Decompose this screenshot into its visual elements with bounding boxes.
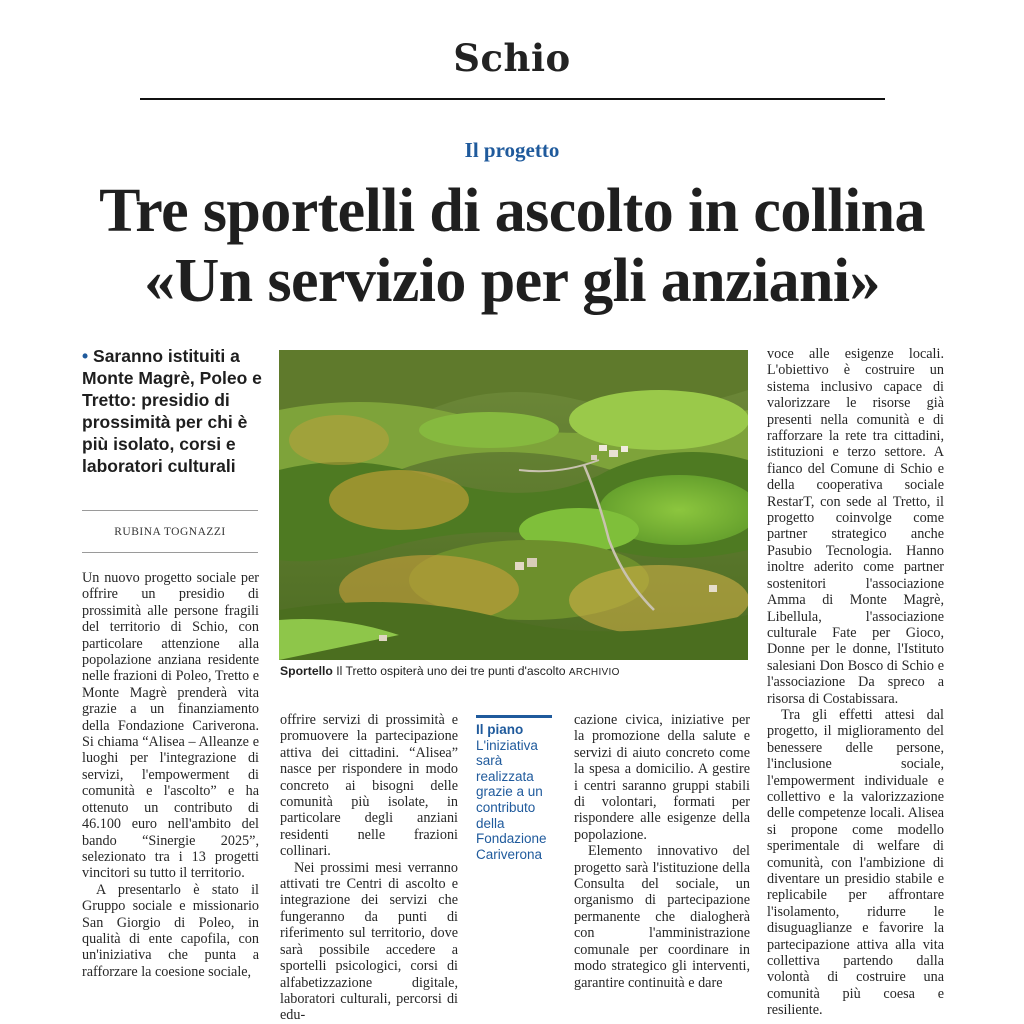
- sidebar-box-text: L'iniziativa sarà realizzata grazie a un contributo della Fondazione Cariverona: [476, 737, 547, 862]
- caption-credit: ARCHIVIO: [568, 667, 620, 678]
- summary-bullet: •: [82, 346, 89, 366]
- col4-paragraph-2: Tra gli effetti attesi dal progetto, il miglioramento del benessere delle persone, l'inclusione sociale, l'empowerment individuale e collettivo e la valorizzazione delle competenze locali. Alisea si propone come modello sperimentale di welfare di comunità, con l'ambizione di diventare un presidio stabile e replicabile per affrontare l'isolamento, ridurre le disuguaglianze e favorire la partecipazione attiva alla vita collettiva partendo dalla volontà di costruire una comunità più coesa e resiliente.: [767, 706, 944, 1019]
- column-2: [280, 712, 458, 1024]
- sidebar-box: [476, 722, 560, 862]
- byline-rule-top: [82, 510, 258, 511]
- article-photo: [279, 350, 748, 660]
- col4-paragraph-1: voce alle esigenze locali. L'obiettivo è costruire un sistema inclusivo capace di valorizzare le risorse già presenti nella comunità e di rafforzare la rete tra cittadini, istituzioni e terzo settore. A fianco del Comune di Schio e della cooperativa sociale RestarT, con sede al Tretto, il progetto coinvolge come partner strategico anche Pasubio Tecnologia. Hanno inoltre aderito come partner sostenitori l'associazione Amma di Monte Magrè, Libellula, l'associazione culturale Fate per Gioco, Donne per le donne, l'Istituto salesiani Don Bosco di Schio e l'associazione Da spreco a risorsa di Costabissara.: [767, 346, 944, 707]
- col3-paragraph-1: cazione civica, iniziative per la promozione della salute e servizi di aiuto concreto come la spesa a domicilio. A gestire i centri saranno gruppi stabili di volontari, formati per rispondere alle esigenze della popolazione.: [574, 712, 750, 843]
- photo-caption: [280, 664, 750, 678]
- section-divider: [140, 98, 885, 100]
- hillside-landscape-image: [279, 350, 748, 660]
- col2-paragraph-1: offrire servizi di prossimità e promuovere la partecipazione attiva dei cittadini. “Alisea” nasce per rispondere in modo concreto ai bisogni delle comunità più isolate, in particolare degli anziani residenti nelle frazioni collinari.: [280, 712, 458, 860]
- sidebar-box-title: Il piano: [476, 722, 524, 737]
- column-3: [574, 712, 750, 991]
- section-title: Schio: [453, 36, 571, 80]
- article-summary: [82, 345, 262, 477]
- caption-label: Sportello: [280, 664, 333, 678]
- headline-line-2: «Un servizio per gli anziani»: [144, 247, 880, 315]
- caption-text: Il Tretto ospiterà uno dei tre punti d'ascolto: [336, 664, 566, 678]
- summary-text: Saranno istituiti a Monte Magrè, Poleo e Tretto: presidio di prossimità per chi è più isolato, corsi e laboratori culturali: [82, 346, 262, 476]
- sidebar-box-rule: [476, 715, 552, 718]
- byline-rule-bottom: [82, 552, 258, 553]
- kicker: Il progetto: [464, 138, 560, 162]
- column-4: [767, 346, 944, 1019]
- column-1: [82, 570, 259, 980]
- col1-paragraph-1: Un nuovo progetto sociale per offrire un presidio di prossimità alle persone fragili del territorio di Schio, con particolare attenzione alla popolazione anziana residente nelle frazioni di Poleo, Tretto e Monte Magrè prenderà vita grazie a un finanziamento della Fondazione Cariverona. Si chiama “Alisea – Alleanze e luoghi per l'integrazione di servizi, l'empowerment di comunità e l'ascolto” e ha ottenuto un contributo di 46.100 euro nell'ambito del bando “Sinergie 2025”, selezionato tra i 13 progetti vincitori su tutto il territorio.: [82, 570, 259, 882]
- headline-line-1: Tre sportelli di ascolto in collina: [99, 177, 925, 245]
- col2-paragraph-2: Nei prossimi mesi verranno attivati tre Centri di ascolto e integrazione dei servizi che fungeranno da punti di riferimento sul territorio, dove sarà possibile accedere a sportelli psicologici, corsi di alfabetizzazione digitale, laboratori culturali, percorsi di edu-: [280, 859, 458, 1024]
- col3-paragraph-2: Elemento innovativo del progetto sarà l'istituzione della Consulta del sociale, un organismo di partecipazione permanente che dialogherà con l'amministrazione comunale per coordinare in modo strategico gli interventi, garantire continuità e dare: [574, 843, 750, 991]
- byline: RUBINA TOGNAZZI: [114, 526, 226, 538]
- col1-paragraph-2: A presentarlo è stato il Gruppo sociale e missionario San Giorgio di Poleo, in qualità di ente capofila, con un'iniziativa che punta a rafforzare la coesione sociale,: [82, 881, 259, 980]
